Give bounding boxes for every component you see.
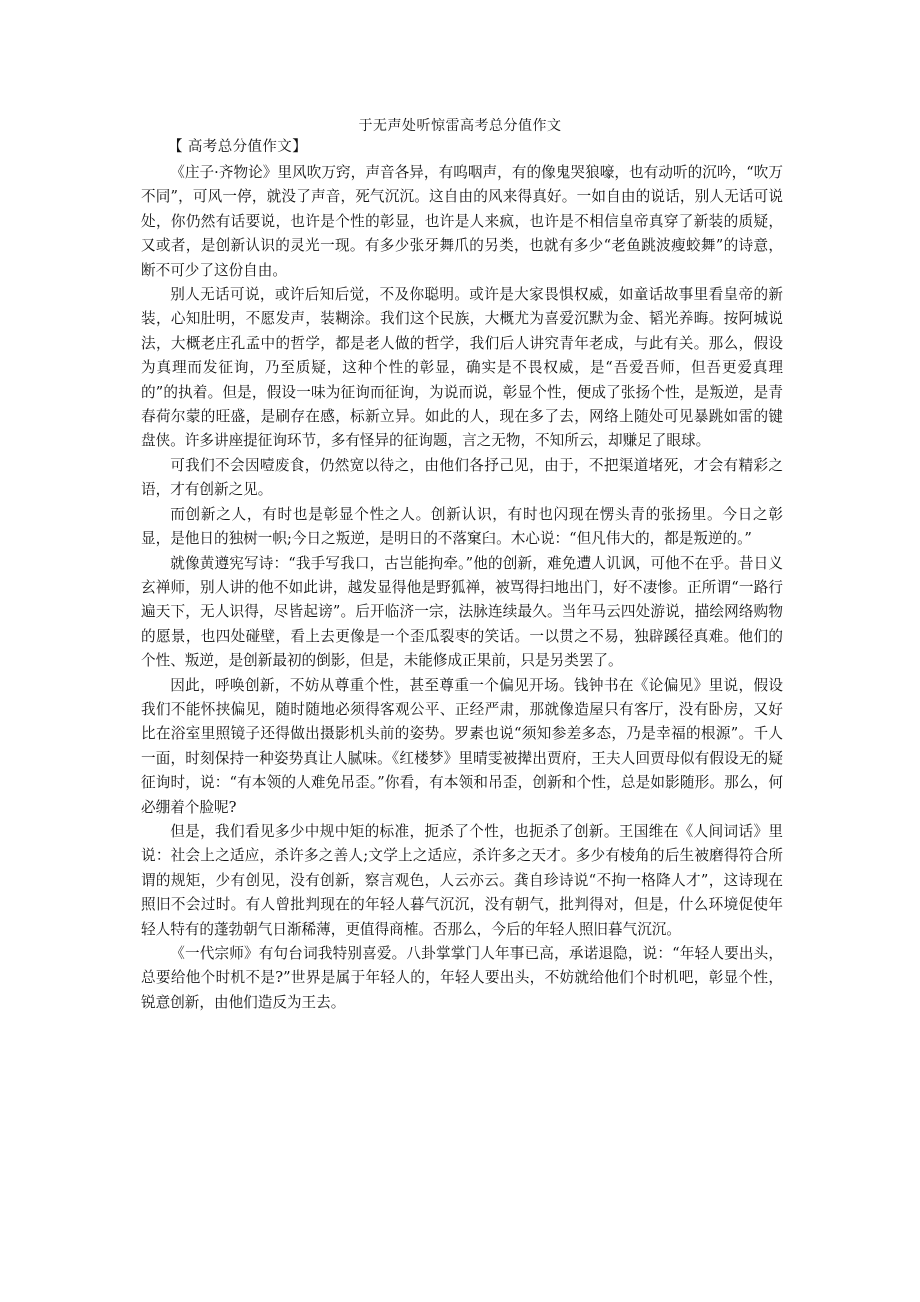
document-body bbox=[141, 161, 783, 1015]
section-heading: 【 高考总分值作文】 bbox=[168, 139, 308, 155]
paragraph-7: 但是，我们看见多少中规中矩的标准，扼杀了个性，也扼杀了创新。王国维在《人间词话》里说：社会上之适应，杀许多之善人;文学上之适应，杀许多之天才。多少有棱角的后生被磨得符合所谓的规矩，少有创见，没有创新，察言观色，人云亦云。龚自珍诗说“不拘一格降人才”，这诗现在照旧不会过时。有人曾批判现在的年轻人暮气沉沉，没有朝气，批判得对，但是，什么环境促使年轻人特有的蓬勃朝气日渐稀薄，更值得商榷。否那么，今后的年轻人照旧暮气沉沉。 bbox=[141, 822, 783, 938]
paragraph-2: 别人无话可说，或许后知后觉，不及你聪明。或许是大家畏惧权威，如童话故事里看皇帝的新装，心知肚明，不愿发声，装糊涂。我们这个民族，大概尤为喜爱沉默为金、韬光养晦。按阿城说法，大概老庄孔孟中的哲学，都是老人做的哲学，我们后人讲究青年老成，与此有关。那么，假设为真理而发征询，乃至质疑，这种个性的彰显，确实是不畏权威，是“吾爱吾师，但吾更爱真理的”的执着。但是，假设一味为征询而征询，为说而说，彰显个性，便成了张扬个性，是叛逆，是青春荷尔蒙的旺盛，是刷存在感，标新立异。如此的人，现在多了去，网络上随处可见暴跳如雷的键盘侠。许多讲座提征询环节，多有怪异的征询题，言之无物，不知所云，却赚足了眼球。 bbox=[141, 286, 783, 450]
paragraph-1: 《庄子·齐物论》里风吹万窍，声音各异，有呜咽声，有的像鬼哭狼嚎，也有动听的沉吟，“吹万不同”，可风一停，就没了声音，死气沉沉。这自由的风来得真好。一如自由的说话，别人无话可说处，你仍然有话要说，也许是个性的彰显，也许是人来疯，也许是不相信皇帝真穿了新装的质疑，又或者，是创新认识的灵光一现。有多少张牙舞爪的另类，也就有多少“老鱼跳波瘦蛟舞”的诗意，断不可少了这份自由。 bbox=[141, 164, 783, 279]
paragraph-6: 因此，呼唤创新，不妨从尊重个性，甚至尊重一个偏见开场。钱钟书在《论偏见》里说，假设我们不能怀挟偏见，随时随地必须得客观公平、正经严肃，那就像造屋只有客厅，没有卧房，又好比在浴室里照镜子还得做出摄影机头前的姿势。罗素也说“须知参差多态，乃是幸福的根源”。千人一面，时刻保持一种姿势真让人腻味。《红楼梦》里晴雯被撵出贾府，王夫人回贾母似有假设无的疑征询时，说：“有本领的人难免吊歪。”你看，有本领和吊歪，创新和个性，总是如影随形。那么，何必绷着个脸呢? bbox=[141, 676, 783, 816]
paragraph-3: 可我们不会因噎废食，仍然宽以待之，由他们各抒己见，由于，不把渠道堵死，才会有精彩之语，才有创新之见。 bbox=[141, 456, 783, 499]
document-title: 于无声处听惊雷高考总分值作文 bbox=[358, 118, 562, 134]
paragraph-8: 《一代宗师》有句台词我特别喜爱。八卦掌掌门人年事已高，承诺退隐，说：“年轻人要出头，总要给他个时机不是?”世界是属于年轻人的，年轻人要出头，不妨就给他们个时机吧，彰显个性，锐意创新，由他们造反为王去。 bbox=[141, 945, 783, 1011]
paragraph-5: 就像黄遵宪写诗：“我手写我口，古岂能拘牵。”他的创新，难免遭人讥讽，可他不在乎。昔日义玄禅师，别人讲的他不如此讲，越发显得他是野狐禅，被骂得扫地出门，好不凄惨。正所谓“一路行遍天下，无人识得，尽皆起谤”。后开临济一宗，法脉连续最久。当年马云四处游说，描绘网络购物的愿景，也四处碰壁，看上去更像是一个歪瓜裂枣的笑话。一以贯之不易，独辟蹊径真难。他们的个性、叛逆，是创新最初的倒影，但是，未能修成正果前，只是另类罢了。 bbox=[141, 554, 783, 670]
paragraph-4: 而创新之人，有时也是彰显个性之人。创新认识，有时也闪现在愣头青的张扬里。今日之彰显，是他日的独树一帜;今日之叛逆，是明日的不落窠臼。木心说：“但凡伟大的，都是叛逆的。” bbox=[141, 505, 783, 548]
